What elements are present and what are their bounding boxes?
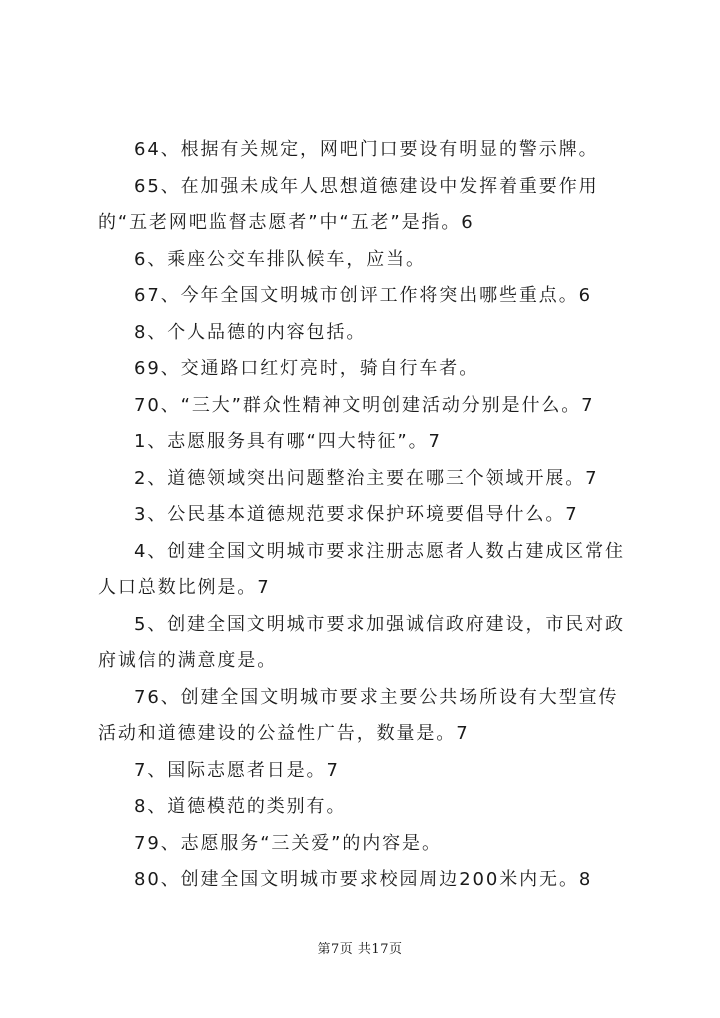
question-item-79: 79、志愿服务“三关爱”的内容是。 <box>134 832 442 854</box>
question-item-75: 5、创建全国文明城市要求加强诚信政府建设，市民对政府诚信的满意度是。 <box>98 613 625 671</box>
question-item-71: 1、志愿服务具有哪“四大特征”。7 <box>134 431 442 452</box>
document-body <box>98 132 628 899</box>
question-item-64: 64、根据有关规定，网吧门口要设有明显的警示牌。 <box>134 139 599 160</box>
question-item-78: 8、道德模范的类别有。 <box>134 796 347 817</box>
question-item-70: 70、“三大”群众性精神文明创建活动分别是什么。7 <box>134 394 595 416</box>
question-item-67: 67、今年全国文明城市创评工作将突出哪些重点。6 <box>134 285 592 306</box>
question-item-65: 65、在加强未成年人思想道德建设中发挥着重要作用的“五老网吧监督志愿者”中“五老”是指。6 <box>98 175 599 233</box>
question-item-69: 69、交通路口红灯亮时，骑自行车者。 <box>134 358 480 379</box>
question-item-80: 80、创建全国文明城市要求校园周边200米内无。8 <box>134 869 593 890</box>
question-item-74: 4、创建全国文明城市要求注册志愿者人数占建成区常住人口总数比例是。7 <box>98 540 625 598</box>
question-item-66: 6、乘座公交车排队候车，应当。 <box>134 248 426 270</box>
question-item-77: 7、国际志愿者日是。7 <box>134 759 340 781</box>
question-item-76: 76、创建全国文明城市要求主要公共场所设有大型宣传活动和道德建设的公益性广告，数量是。7 <box>98 686 619 744</box>
question-item-68: 8、个人品德的内容包括。 <box>134 321 367 343</box>
question-item-73: 3、公民基本道德规范要求保护环境要倡导什么。7 <box>134 504 579 525</box>
page-number-footer: 第7页 共17页 <box>317 942 403 957</box>
question-item-72: 2、道德领域突出问题整治主要在哪三个领域开展。7 <box>134 467 599 489</box>
